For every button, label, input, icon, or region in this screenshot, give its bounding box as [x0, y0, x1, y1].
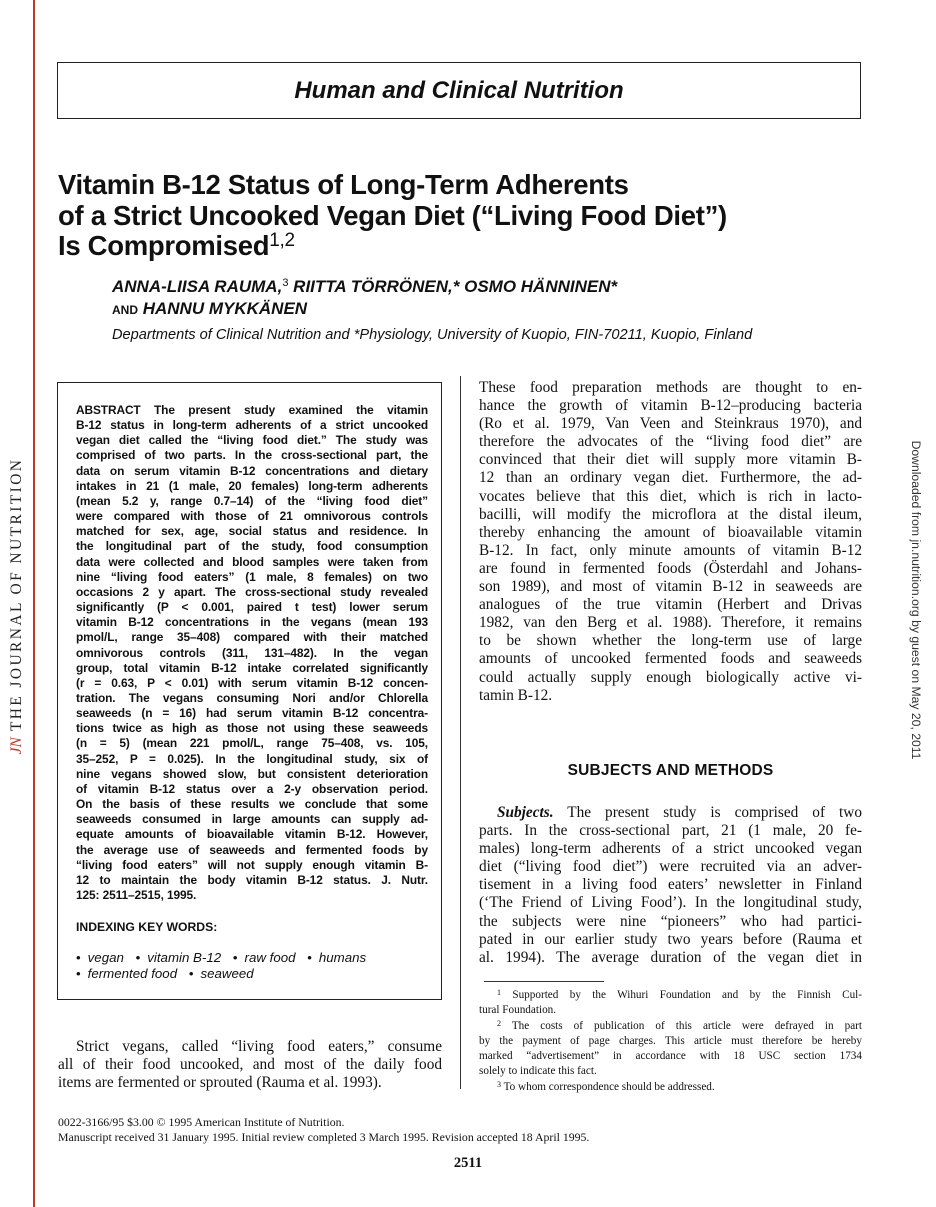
title-footnote-marks: 1,2 [269, 230, 295, 251]
abstract-line: were compared with those of 21 omnivorous controls [76, 509, 428, 524]
page-footer [58, 1115, 589, 1146]
body-line: bacilli, will modify the microflora at the distal ileum, [479, 505, 862, 523]
abstract-line: On the basis of these results we conclude that some [76, 797, 428, 812]
page-number: 2511 [453, 1155, 483, 1171]
authors-and: AND [112, 303, 138, 317]
title-line: Is Compromised [58, 230, 270, 261]
copyright-line: 0022-3166/95 $3.00 © 1995 American Institute of Nutrition. [58, 1115, 345, 1129]
abstract-text [76, 403, 428, 903]
body-line: al. 1994). The average duration of the vegan diet in [479, 948, 862, 966]
body-line: could actually supply enough biologically active vi- [479, 668, 862, 686]
body-line: convinced that their diet will supply more vitamin B- [479, 451, 862, 469]
bullet-icon: • [188, 966, 194, 981]
abstract-line: vegan diet called the “living food diet.” The study was [76, 433, 428, 448]
bullet-icon: • [76, 966, 81, 981]
abstract-line: of vitamin B-12 status over a 2-y observation period. [76, 781, 428, 796]
abstract-line: 125: 2511–2515, 1995. [76, 888, 197, 902]
footnote-text: marked “advertisement” in accordance with 18 USC section 1734 [479, 1050, 862, 1063]
abstract-line: “living food eaters” will not supply enough vitamin B- [76, 857, 428, 872]
abstract-line: the average use of seaweeds and fermented foods by [76, 842, 428, 857]
keyword: fermented food [87, 966, 178, 981]
abstract-box [57, 382, 442, 1000]
keyword: vitamin B-12 [147, 950, 222, 965]
footnotes [479, 988, 862, 1095]
body-line: are found in fermented foods (Österdahl and Johans- [479, 559, 862, 577]
footnote-text: The costs of publication of this article were defrayed in part [501, 1019, 862, 1032]
bullet-icon: • [76, 950, 81, 965]
body-line: 12 than an ordinary vegan diet. Furthermore, the ad- [479, 469, 862, 487]
bullet-icon: • [135, 950, 141, 965]
bullet-icon: • [232, 950, 238, 965]
footnote-text: To whom correspondence should be addressed. [501, 1080, 715, 1093]
abstract-line: tration. The vegans consuming Nori and/or Chlorella [76, 690, 428, 705]
footnote-text: solely to indicate this fact. [479, 1065, 597, 1078]
body-line: These food preparation methods are thought to en- [479, 379, 862, 396]
body-line: tisement in a living food eaters’ newsletter in Finland [479, 876, 862, 894]
body-line: vocates believe that this diet, which is rich in lacto- [479, 487, 862, 505]
abstract-line: (n = 5) (mean 221 pmol/L, range 75–408, vs. 105, [76, 736, 428, 751]
body-line: tamin B-12. [479, 686, 553, 704]
abstract-line: B-12 status in long-term adherents of a strict uncooked [76, 418, 428, 433]
footnote-mark: 2 [497, 1018, 501, 1028]
footnote-mark: 1 [497, 988, 501, 997]
body-line: thereby enhancing the amount of bioavailable vitamin [479, 523, 862, 541]
body-line: amounts of uncooked fermented foods and seaweeds [479, 650, 862, 668]
abstract-line: significantly (P < 0.001, paired t test) lower serum [76, 600, 428, 615]
body-line: son 1989), and most of vitamin B-12 in seaweeds are [479, 578, 862, 596]
section-heading-methods: SUBJECTS AND METHODS [567, 762, 774, 779]
authors-line-1: ANNA-LIISA RAUMA, [112, 277, 283, 296]
abstract-line: 35–252, P = 0.025). In the longitudinal study, six of [76, 751, 428, 766]
footnote-text: by the payment of page charges. This article must therefore be hereby [479, 1034, 862, 1047]
author-footnote-mark: 3 [282, 277, 289, 289]
body-line: diet (“living food diet”) were recruited via an adver- [479, 858, 862, 876]
body-line: items are fermented or sprouted (Rauma et al. 1993). [58, 1074, 382, 1092]
abstract-line: omnivorous controls (311, 131–482). In the vegan [76, 645, 428, 660]
body-line: parts. In the cross-sectional part, 21 (1 male, 20 fe- [479, 822, 862, 840]
journal-side-label [0, 447, 34, 765]
abstract-line: seaweeds consumed in large amounts can supply ad- [76, 812, 428, 827]
section-title: Human and Clinical Nutrition [294, 77, 624, 104]
body-line: hance the growth of vitamin B-12–producing bacteria [479, 397, 862, 415]
title-line: of a Strict Uncooked Vegan Diet (“Living Food Diet”) [58, 199, 727, 231]
subjects-lead: Subjects. [497, 804, 554, 821]
abstract-line: occasions 2 y apart. The cross-sectional study revealed [76, 584, 428, 599]
body-line: (Ro et al. 1979, Van Veen and Steinkraus 1970), and [479, 415, 862, 433]
body-line: The present study is comprised of two [567, 804, 862, 821]
abstract-line: equate amounts of bioavailable vitamin B-12. However, [76, 827, 428, 842]
body-line: all of their food uncooked, and most of the daily food [58, 1056, 442, 1074]
abstract-line: vitamin B-12 concentrations in the vegans (mean 193 [76, 615, 428, 630]
body-line: B-12. In fact, only minute amounts of vitamin B-12 [479, 541, 862, 559]
body-line: Strict vegans, called “living food eaters,” consume [76, 1038, 442, 1055]
affiliation: Departments of Clinical Nutrition and *Physiology, University of Kuopio, FIN-70211, Kuopio, Finland [112, 327, 753, 343]
bullet-icon: • [307, 950, 312, 965]
column-divider [460, 376, 461, 1089]
body-line: to be shown whether the long-term use of large [479, 632, 862, 650]
abstract-line: 12 to maintain the body vitamin B-12 status. J. Nutr. [76, 872, 428, 887]
keyword: vegan [87, 950, 124, 965]
abstract-line: the longitudinal part of the study, food consumption [76, 539, 428, 554]
abstract-line: tions twice as high as those not using these seaweeds [76, 721, 428, 736]
authors-line-1-rest: RIITTA TÖRRÖNEN,* OSMO HÄNNINEN* [288, 277, 618, 296]
section-header-box [57, 62, 861, 119]
intro-continuation [479, 379, 862, 705]
keywords-list [76, 950, 426, 982]
title-line-last [58, 231, 878, 262]
footnote-rule [484, 981, 604, 982]
body-line: 1982, van den Berg et al. 1988). Therefore, it remains [479, 614, 862, 632]
journal-mark: JN [8, 737, 25, 755]
title-line: Vitamin B-12 Status of Long-Term Adherents [58, 169, 629, 200]
authors-line-2: HANNU MYKKÄNEN [138, 299, 308, 318]
abstract-line: ABSTRACT The present study examined the vitamin [76, 403, 428, 417]
abstract-line: nine vegans showed slow, but consistent deterioration [76, 766, 428, 781]
body-line: the subjects were nine “pioneers” who had partici- [479, 912, 862, 930]
abstract-line: nine “living food eaters” (1 male, 8 females) on two [76, 569, 428, 584]
abstract-line: (r = 0.63, P < 0.01) with serum vitamin B-12 concen- [76, 675, 428, 690]
abstract-line: comprised of two parts. In the cross-sectional part, the [76, 448, 428, 463]
abstract-line: data on serum vitamin B-12 concentrations and dietary [76, 463, 428, 478]
abstract-line: data were collected and blood samples were taken from [76, 554, 428, 569]
download-note [904, 440, 928, 760]
body-line: analogues of the true vitamin (Herbert and Drivas [479, 596, 862, 614]
keyword: seaweed [200, 966, 254, 981]
keyword: humans [318, 950, 367, 965]
body-line: pated in our earlier study two years before (Rauma et [479, 930, 862, 948]
abstract-line: pmol/L, range 35–408) compared with their matched [76, 630, 428, 645]
download-note-text: Downloaded from jn.nutrition.org by guest on May 20, 2011 [909, 440, 923, 760]
footnote-text: Supported by the Wihuri Foundation and by the Finnish Cul- [501, 989, 862, 1001]
journal-name: THE JOURNAL OF NUTRITION [8, 457, 25, 732]
abstract-line: intakes in 21 (1 male, 20 females) long-term adherents [76, 478, 428, 493]
abstract-line: seaweeds (n = 16) had serum vitamin B-12 concentra- [76, 706, 428, 721]
subjects-paragraph [479, 804, 862, 967]
author-list [112, 276, 872, 321]
body-line: (‘The Friend of Living Food’). In the longitudinal study, [479, 894, 862, 912]
abstract-line: matched for sex, age, social status and residence. In [76, 524, 428, 539]
footnote-text: tural Foundation. [479, 1004, 557, 1017]
manuscript-dates: Manuscript received 31 January 1995. Initial review completed 3 March 1995. Revision accepted 18 April 1995. [58, 1130, 590, 1145]
article-title [58, 170, 878, 262]
abstract-line: group, total vitamin B-12 intake correlated significantly [76, 660, 428, 675]
intro-paragraph [58, 1038, 442, 1092]
abstract-line: (mean 5.2 y, range 0.7–14) of the “living food diet” [76, 493, 428, 508]
body-line: therefore the advocates of the “living food diet” are [479, 433, 862, 451]
footnote-mark: 3 [497, 1079, 501, 1089]
keyword: raw food [244, 950, 296, 965]
keywords-heading: INDEXING KEY WORDS: [76, 920, 218, 934]
body-line: males) long-term adherents of a strict uncooked vegan [479, 840, 862, 858]
